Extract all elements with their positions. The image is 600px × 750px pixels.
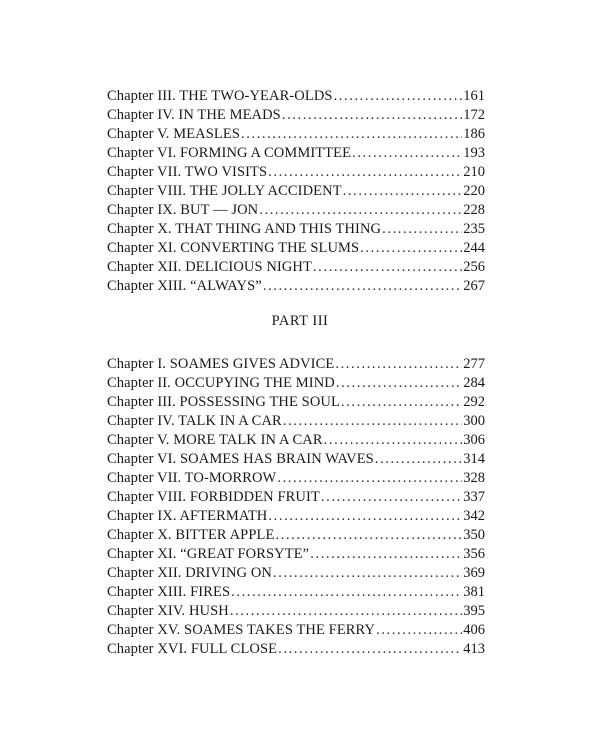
toc-entry[interactable] <box>107 144 485 163</box>
toc-entry-title: Chapter V. MEASLES <box>107 126 240 142</box>
toc-entry[interactable] <box>107 602 485 621</box>
toc-entry[interactable] <box>107 431 485 450</box>
dot-leader <box>241 125 462 144</box>
toc-entry[interactable] <box>107 163 485 182</box>
toc-entry[interactable] <box>107 201 485 220</box>
toc-entry-page: 284 <box>463 375 485 391</box>
toc-entry-page: 267 <box>463 278 485 294</box>
toc-entry-title: Chapter VII. TO-MORROW <box>107 470 277 486</box>
toc-entry-title: Chapter VII. TWO VISITS <box>107 164 268 180</box>
toc-entry-page: 306 <box>463 432 485 448</box>
toc-entry-page: 395 <box>463 603 485 619</box>
toc-entry-title: Chapter XIII. “ALWAYS” <box>107 278 262 294</box>
toc-entry-page: 292 <box>463 394 485 410</box>
toc-entry-title: Chapter IX. BUT — JON <box>107 202 259 218</box>
dot-leader <box>277 469 462 488</box>
toc-entry-title: Chapter XII. DRIVING ON <box>107 565 272 581</box>
toc-entry-page: 220 <box>463 183 485 199</box>
toc-entry[interactable] <box>107 469 485 488</box>
dot-leader <box>283 412 462 431</box>
toc-entry-title: Chapter IX. AFTERMATH <box>107 508 268 524</box>
dot-leader <box>273 564 462 583</box>
toc-entry[interactable] <box>107 412 485 431</box>
toc-entry[interactable] <box>107 182 485 201</box>
toc-entry-title: Chapter IV. IN THE MEADS <box>107 107 281 123</box>
dot-leader <box>310 545 462 564</box>
toc-entry[interactable] <box>107 239 485 258</box>
toc-entry[interactable] <box>107 526 485 545</box>
toc-entry[interactable] <box>107 106 485 125</box>
toc-entry[interactable] <box>107 374 485 393</box>
toc-entry-page: 406 <box>463 622 485 638</box>
toc-entry[interactable] <box>107 450 485 469</box>
toc-entry-title: Chapter II. OCCUPYING THE MIND <box>107 375 335 391</box>
toc-entry[interactable] <box>107 583 485 602</box>
dot-leader <box>231 583 462 602</box>
dot-leader <box>259 201 462 220</box>
dot-leader <box>376 621 462 640</box>
toc-entry[interactable] <box>107 393 485 412</box>
dot-leader <box>335 355 462 374</box>
toc-entry[interactable] <box>107 220 485 239</box>
toc-entry-page: 337 <box>463 489 485 505</box>
toc-entry-page: 328 <box>463 470 485 486</box>
toc-entry-title: Chapter III. THE TWO-YEAR-OLDS <box>107 88 333 104</box>
dot-leader <box>263 277 462 296</box>
toc-entry-page: 228 <box>463 202 485 218</box>
dot-leader <box>334 87 463 106</box>
toc-entry[interactable] <box>107 488 485 507</box>
toc-entry[interactable] <box>107 87 485 106</box>
toc-entry-title: Chapter I. SOAMES GIVES ADVICE <box>107 356 335 372</box>
toc-entry-page: 186 <box>463 126 485 142</box>
dot-leader <box>352 144 462 163</box>
dot-leader <box>282 106 462 125</box>
dot-leader <box>343 182 463 201</box>
toc-entry-title: Chapter XVI. FULL CLOSE <box>107 641 278 657</box>
dot-leader <box>360 239 462 258</box>
toc-list-part-three <box>107 355 485 659</box>
dot-leader <box>275 526 462 545</box>
toc-entry[interactable] <box>107 621 485 640</box>
toc-entry-title: Chapter XI. “GREAT FORSYTE” <box>107 546 310 562</box>
dot-leader <box>375 450 462 469</box>
toc-list-part-two <box>107 87 485 296</box>
toc-entry[interactable] <box>107 277 485 296</box>
dot-leader <box>313 258 462 277</box>
toc-entry[interactable] <box>107 564 485 583</box>
toc-entry-title: Chapter XIII. FIRES <box>107 584 231 600</box>
toc-entry-page: 413 <box>463 641 485 657</box>
part-heading: PART III <box>271 313 329 329</box>
dot-leader <box>382 220 462 239</box>
dot-leader <box>278 640 462 659</box>
toc-entry[interactable] <box>107 507 485 526</box>
toc-entry-page: 277 <box>463 356 485 372</box>
toc-entry[interactable] <box>107 125 485 144</box>
dot-leader <box>321 488 462 507</box>
toc-entry-title: Chapter X. BITTER APPLE <box>107 527 275 543</box>
toc-entry-page: 256 <box>463 259 485 275</box>
toc-entry-title: Chapter VIII. THE JOLLY ACCIDENT <box>107 183 342 199</box>
toc-entry-page: 210 <box>463 164 485 180</box>
toc-entry-page: 369 <box>463 565 485 581</box>
dot-leader <box>324 431 463 450</box>
toc-entry-page: 161 <box>463 88 485 104</box>
toc-entry[interactable] <box>107 355 485 374</box>
toc-entry-page: 356 <box>463 546 485 562</box>
dot-leader <box>230 602 462 621</box>
toc-entry-page: 193 <box>463 145 485 161</box>
toc-entry-page: 314 <box>463 451 485 467</box>
toc-entry-page: 235 <box>463 221 485 237</box>
toc-entry[interactable] <box>107 640 485 659</box>
toc-entry-title: Chapter VI. FORMING A COMMITTEE <box>107 145 352 161</box>
toc-entry-page: 300 <box>463 413 485 429</box>
toc-entry-title: Chapter XV. SOAMES TAKES THE FERRY <box>107 622 376 638</box>
toc-entry-title: Chapter V. MORE TALK IN A CAR <box>107 432 323 448</box>
toc-entry[interactable] <box>107 545 485 564</box>
toc-entry-title: Chapter XIV. HUSH <box>107 603 229 619</box>
toc-entry-title: Chapter VIII. FORBIDDEN FRUIT <box>107 489 320 505</box>
toc-entry-page: 342 <box>463 508 485 524</box>
dot-leader <box>268 507 462 526</box>
toc-entry-title: Chapter III. POSSESSING THE SOUL <box>107 394 340 410</box>
toc-entry-page: 244 <box>463 240 485 256</box>
toc-entry-title: Chapter IV. TALK IN A CAR <box>107 413 282 429</box>
toc-entry-page: 172 <box>463 107 485 123</box>
toc-entry-page: 350 <box>463 527 485 543</box>
dot-leader <box>336 374 462 393</box>
toc-entry-title: Chapter XI. CONVERTING THE SLUMS <box>107 240 360 256</box>
toc-entry-title: Chapter VI. SOAMES HAS BRAIN WAVES <box>107 451 374 467</box>
dot-leader <box>341 393 462 412</box>
toc-entry[interactable] <box>107 258 485 277</box>
toc-entry-title: Chapter X. THAT THING AND THIS THING <box>107 221 382 237</box>
toc-entry-title: Chapter XII. DELICIOUS NIGHT <box>107 259 312 275</box>
toc-entry-page: 381 <box>463 584 485 600</box>
dot-leader <box>268 163 462 182</box>
